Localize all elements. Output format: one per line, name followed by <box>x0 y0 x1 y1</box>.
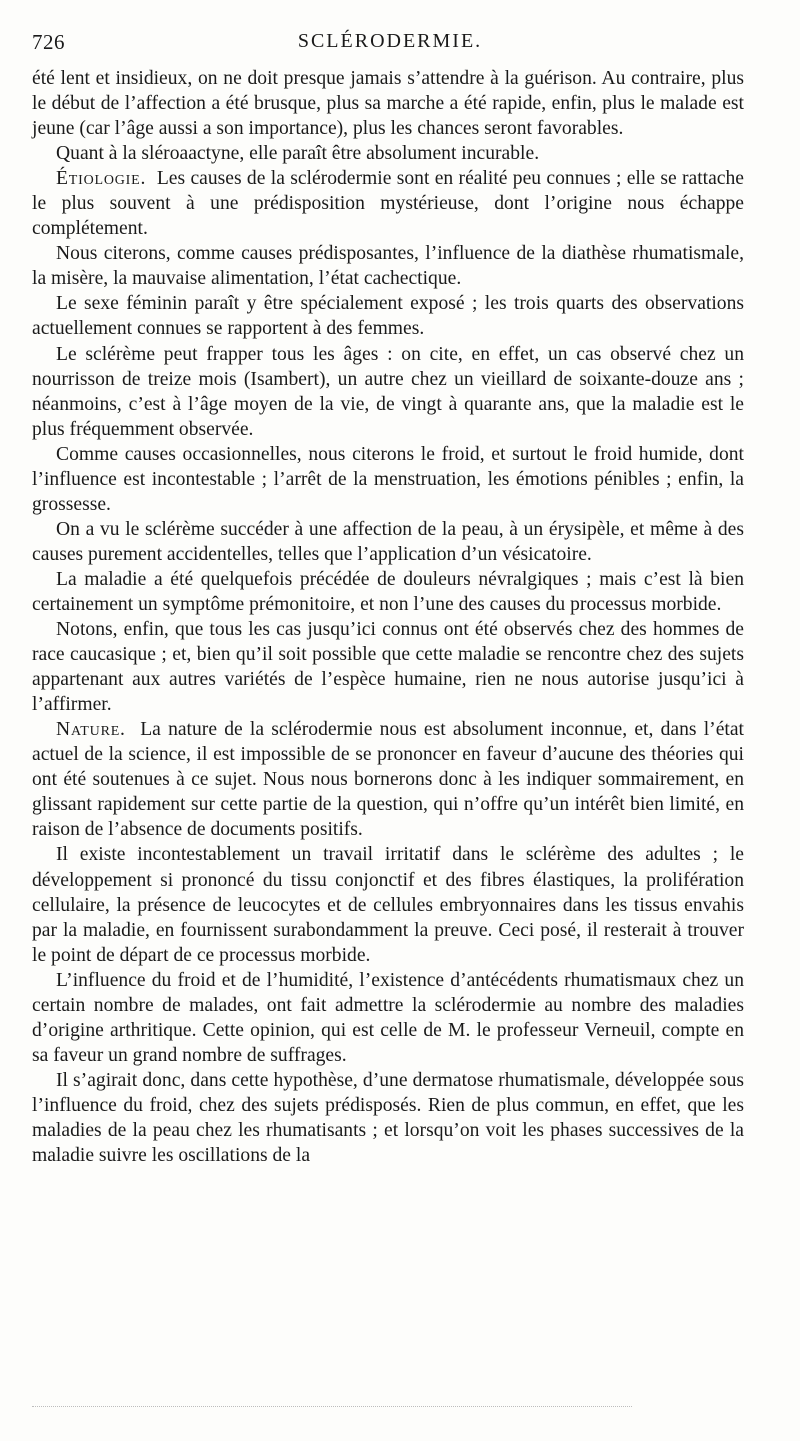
running-title: SCLÉRODERMIE. <box>297 30 483 52</box>
paragraph-text: été lent et insidieux, on ne doit presque jamais s’attendre à la guérison. Au contraire, plus le début de l’affection a été brusque, plus sa marche a été rapide, enfin, plus le malade est jeune (car l’âge aussi a son importance), plus les chances seront favorables. <box>32 68 744 140</box>
page-number: 726 <box>32 30 65 54</box>
paragraph-ages <box>32 342 744 442</box>
paragraph-etiologie <box>32 166 744 241</box>
running-header <box>32 30 748 56</box>
paragraph-affection-peau <box>32 517 744 567</box>
paragraph-text: Les causes de la sclérodermie sont en réalité peu connues ; elle se rattache le plus souvent à une prédisposition mystérieuse, dont l’origine nous échappe complétement. <box>32 168 744 240</box>
footer-scan-rule <box>32 1406 632 1407</box>
paragraph-race <box>32 617 744 717</box>
body-text <box>32 66 744 1168</box>
paragraph-text: La maladie a été quelquefois précédée de douleurs névralgiques ; mais c’est là bien certainement un symptôme prémonitoire, et non l’une des causes du processus morbide. <box>32 568 744 615</box>
paragraph-text: La nature de la sclérodermie nous est absolument inconnue, et, dans l’état actuel de la science, il est impossible de se prononcer en faveur d’aucune des théories qui ont été soutenues à ce sujet. Nous nous bornerons donc à les indiquer sommairement, en glissant rapidement sur cette partie de la question, qui n’offre qu’un intérêt bien limité, en raison de l’absence de documents positifs. <box>32 719 744 841</box>
paragraph-text: Quant à la sléroaactyne, elle paraît être absolument incurable. <box>56 143 540 165</box>
paragraph-text: Notons, enfin, que tous les cas jusqu’ici connus ont été observés chez des hommes de race caucasique ; et, bien qu’il soit possible que cette maladie se rencontre chez des sujets appartenant aux autres variétés de l’espèce humaine, rien ne nous autorise jusqu’ici à l’affirmer. <box>32 619 744 716</box>
paragraph-text: Le sclérème peut frapper tous les âges : on cite, en effet, un cas observé chez un nourrisson de treize mois (Isambert), un autre chez un vieillard de soixante-douze ans ; néanmoins, c’est à l’âge moyen de la vie, de vingt à quarante ans, que la maladie est le plus fréquemment observée. <box>32 343 744 440</box>
paragraph-sexe <box>32 291 744 341</box>
paragraph-text: L’influence du froid et de l’humidité, l’existence d’antécédents rhumatismaux chez un certain nombre de malades, ont fait admettre la sclérodermie au nombre des maladies d’origine arthritique. Cette opinion, qui est celle de M. le professeur Verneuil, compte en sa faveur un grand nombre de suffrages. <box>32 969 744 1066</box>
paragraph-sclerodactylie <box>32 141 744 166</box>
paragraph-travail-irritatif <box>32 842 744 967</box>
paragraph-text: Le sexe féminin paraît y être spécialement exposé ; les trois quarts des observations actuellement connues se rapportent à des femmes. <box>32 293 744 340</box>
paragraph-text: Il s’agirait donc, dans cette hypothèse, d’une dermatose rhumatismale, développée sous l’influence du froid, chez des sujets prédisposés. Rien de plus commun, en effet, que les maladies de la peau chez les rhumatisants ; et lorsqu’on voit les phases successives de la maladie suivre les oscillations de la <box>32 1069 744 1167</box>
paragraph-text: On a vu le sclérème succéder à une affection de la peau, à un érysipèle, et même à des causes purement accidentelles, telles que l’application d’un vésicatoire. <box>32 518 744 565</box>
paragraph-douleurs <box>32 567 744 617</box>
paragraph-text: Il existe incontestablement un travail irritatif dans le sclérème des adultes ; le développement si prononcé du tissu conjonctif et des fibres élastiques, la prolifération cellulaire, la présence de leucocytes et de cellules embryonnaires dans les tissus envahis par la maladie, en fournissent surabondamment la preuve. Ceci posé, il resterait à trouver le point de départ de ce processus morbide. <box>32 844 744 966</box>
paragraph-continuation <box>32 66 744 141</box>
paragraph-text: Comme causes occasionnelles, nous citerons le froid, et surtout le froid humide, dont l’influence est incontestable ; l’arrêt de la menstruation, les émotions pénibles ; enfin, la grossesse. <box>32 443 744 515</box>
paragraph-nature <box>32 717 744 842</box>
paragraph-hypothese <box>32 1068 744 1168</box>
section-heading-nature: Nature. <box>56 719 126 741</box>
paragraph-text: Nous citerons, comme causes prédisposantes, l’influence de la diathèse rhumatismale, la misère, la mauvaise alimentation, l’état cachectique. <box>32 243 744 290</box>
paragraph-causes-occasionnelles <box>32 442 744 517</box>
paragraph-causes-predisposantes <box>32 241 744 291</box>
paragraph-influence-froid <box>32 968 744 1068</box>
section-heading-etiologie: Étiologie. <box>56 168 147 190</box>
